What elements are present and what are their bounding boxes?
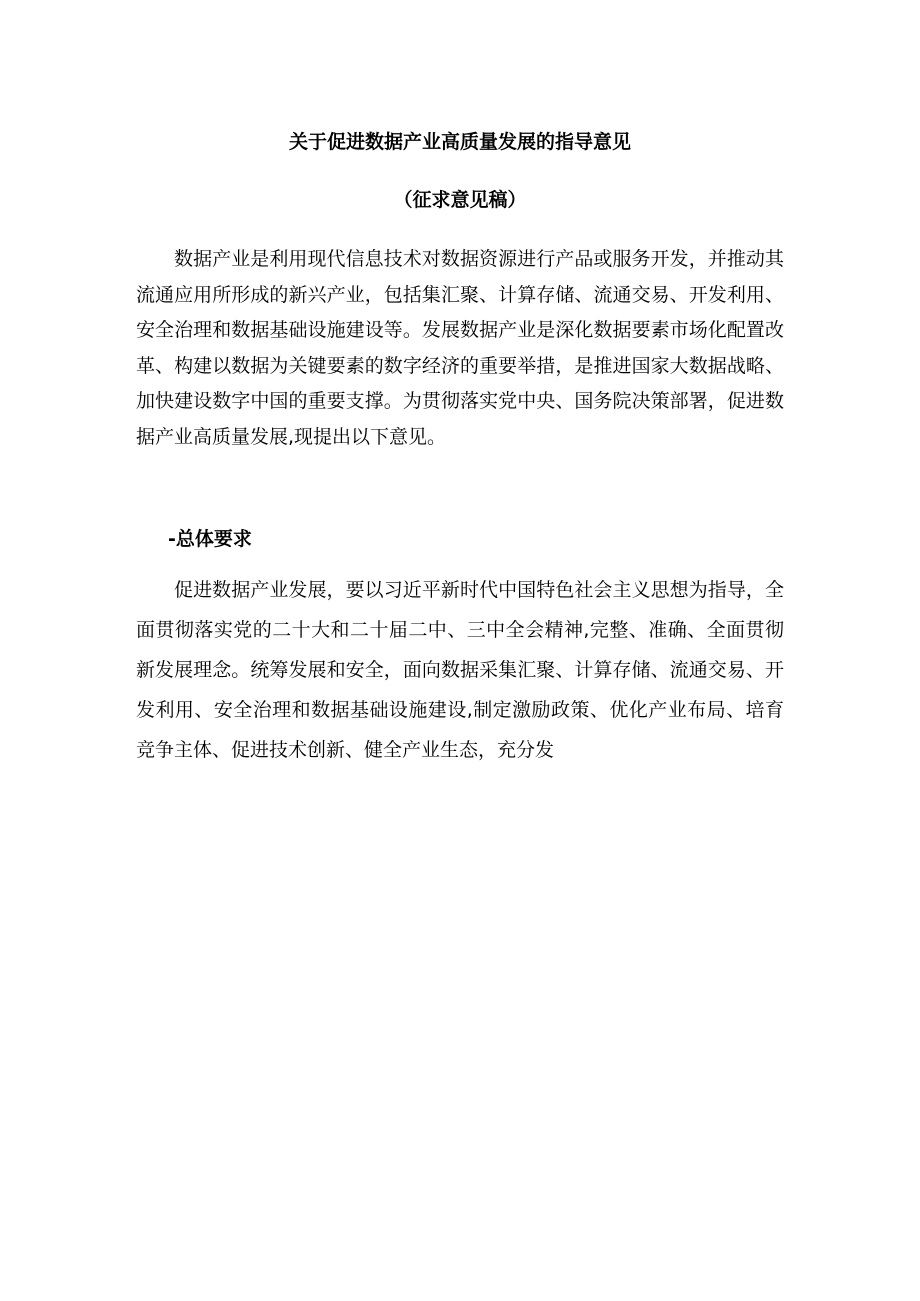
body-paragraph: 促进数据产业发展，要以习近平新时代中国特色社会主义思想为指导，全面贯彻落实党的二十大和二十届二中、三中全会精神,完整、准确、全面贯彻新发展理念。统筹发展和安全，面向数据采集汇聚、计算存储、流通交易、开发利用、安全治理和数据基础设施建设,制定激励政策、优化产业布局、培育竞争主体、促进技术创新、健全产业生态，充分发: [136, 579, 784, 761]
intro-paragraph: 数据产业是利用现代信息技术对数据资源进行产品或服务开发，并推动其流通应用所形成的新兴产业，包括集汇聚、计算存储、流通交易、开发利用、安全治理和数据基础设施建设等。发展数据产业是深化数据要素市场化配置改革、构建以数据为关键要素的数字经济的重要举措，是推进国家大数据战略、加快建设数字中国的重要支撑。为贯彻落实党中央、国务院决策部署，促进数据产业高质量发展,现提出以下意见。: [136, 248, 784, 448]
section-heading: -总体要求: [168, 528, 252, 550]
document-title: 关于促进数据产业高质量发展的指导意见: [288, 131, 631, 153]
document-subtitle: （征求意见稿）: [393, 189, 527, 211]
